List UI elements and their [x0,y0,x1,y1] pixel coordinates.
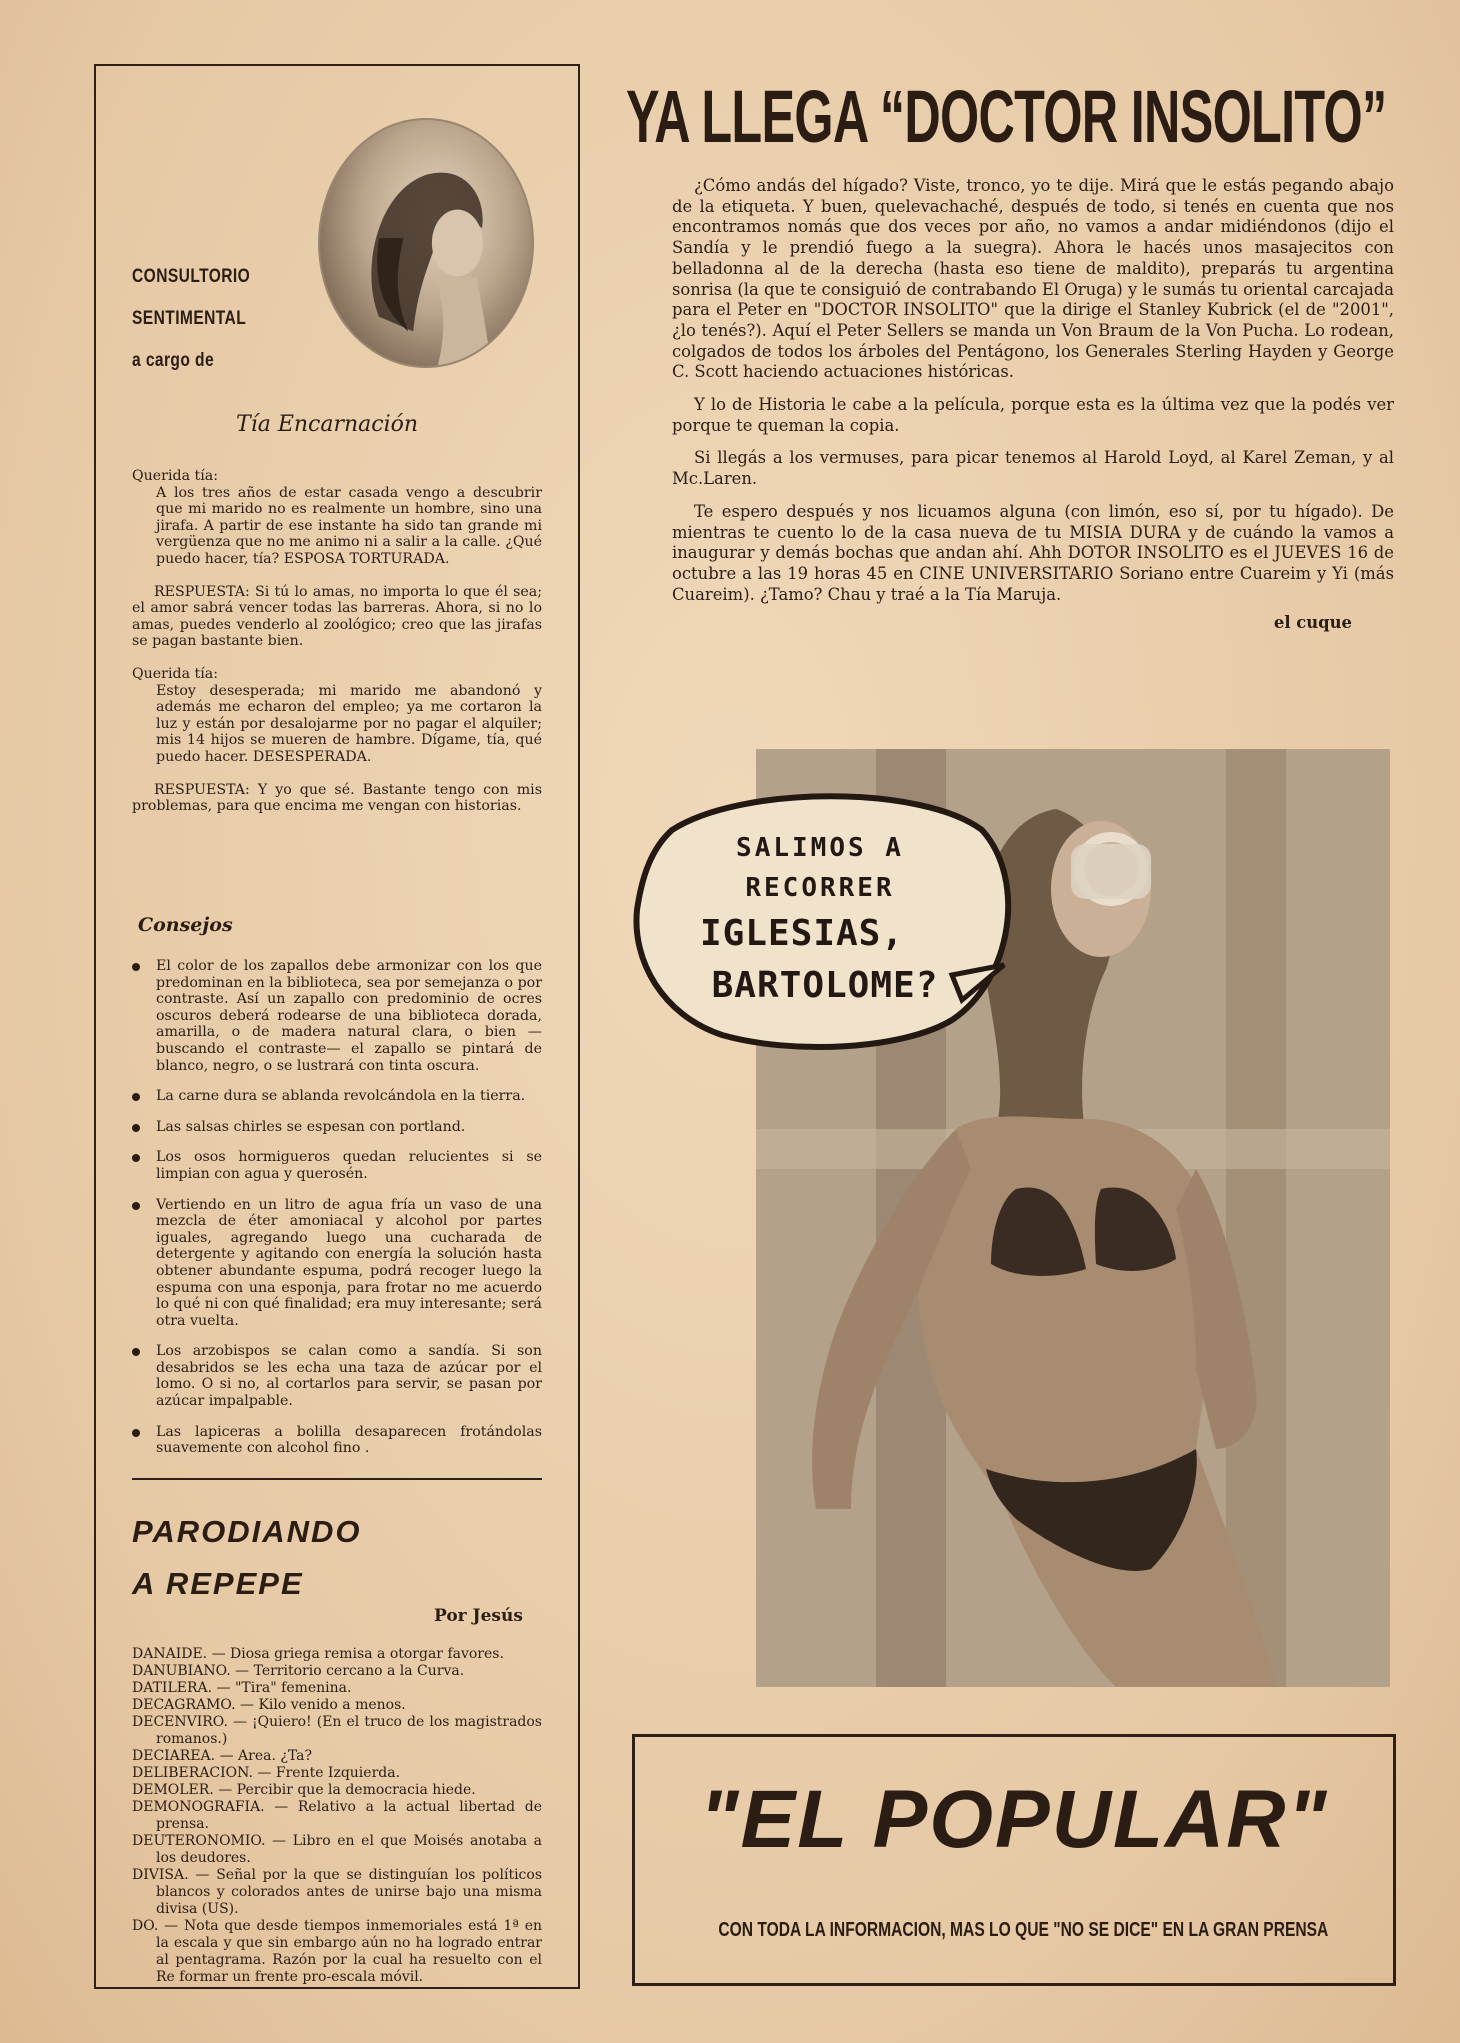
dictionary-entry: DECAGRAMO. — Kilo venido a menos. [132,1697,406,1713]
ad-title: "EL POPULAR" [699,1774,1329,1865]
parodiando-title-line: A REPEPE [132,1566,304,1601]
consejo-item: Las lapiceras a bolilla desaparecen frotándolas suavemente con alcohol fino . [132,1424,542,1457]
consultorio-title [132,256,250,382]
dictionary-entry: DO. — Nota que desde tiempos inmemoriales está 1ª en la escala y que sin embargo aún no ha logrado entrar al pentagrama. Razón por la cual ha resuelto con el Re formar un frente pro-escala móvil. [132,1918,542,1985]
article-paragraph: Si llegás a los vermuses, para picar tenemos al Harold Loyd, al Karel Zeman, y al Mc.Laren. [672,448,1394,489]
consejo-item: Vertiendo en un litro de agua fría un vaso de una mezcla de éter amoniacal y alcohol por partes iguales, agregando luego una cucharada de detergente y agitando con energía la solución hasta obtener abundante espuma, podrá recoger luego la espuma con una esponja, para frotar no me acuerdo lo qué ni con qué finalidad; era muy interesante; será otra vuelta. [132,1197,542,1330]
article-paragraph: ¿Cómo andás del hígado? Viste, tronco, yo te dije. Mirá que le estás pegando abajo de la etiqueta. Y buen, quelevachaché, después de todo, si tenés en cuenta que nos encontramos nomás que dos veces por año, no vamos a andar midiéndonos (dijo el Sandía y le prendió fuego a la suegra). Ahora le hacés unos masajecitos con belladonna al de la derecha (hasta eso tiene de maldito), preparás tu argentina sonrisa (la que te consiguió de contrabando El Oruga) y le sumás tu oriental carcajada para el Peter en "DOCTOR INSOLITO" que la dirige el Stanley Kubrick (el de "2001", ¿lo tenés?). Aquí el Peter Sellers se manda un Von Braum de la Von Pucha. Lo rodean, colgados de todos los árboles del Pentágono, los Generales Sterling Hayden y George C. Scott haciendo actuaciones históricas. [672,176,1394,382]
dictionary-entry: DECIAREA. — Area. ¿Ta? [132,1748,312,1764]
answer-text: RESPUESTA: Y yo que sé. Bastante tengo con mis problemas, para que encima me vengan con historias. [132,781,542,815]
consejo-item: El color de los zapallos debe armonizar con los que predominan en la biblioteca, sea por semejanza o por contraste. Así un zapallo con predominio de ocres oscuros deberá rodearse de una biblioteca dorada, amarilla, o de madera natural clara, o bien —buscando el contraste— el zapallo se pintará de blanco, negro, o se lustrará con tinta oscura. [132,958,542,1074]
el-popular-ad [632,1734,1396,1986]
consejo-item: La carne dura se ablanda revolcándola en la tierra. [132,1088,542,1105]
consejo-item: Los osos hormigueros quedan relucientes si se limpian con agua y querosén. [132,1149,542,1182]
consejo-item: Los arzobispos se calan como a sandía. Si son desabridos se les echa una taza de azúcar por el lomo. O si no, al cortarlos para servir, se pasan por azúcar impalpable. [132,1343,542,1409]
parodiando-title [132,1506,362,1610]
balloon-line: BARTOLOME? [711,965,939,1006]
speech-balloon-text [660,828,980,1012]
parody-dictionary [132,1646,542,1986]
balloon-line: SALIMOS A [736,833,904,863]
consultorio-title-line: SENTIMENTAL [132,308,247,329]
left-column-box [94,64,580,1989]
consultorio-title-line: a cargo de [132,350,215,371]
portrait-image [318,118,534,368]
letter-body: A los tres años de estar casada vengo a descubrir que mi marido no es realmente un hombre, sino una jirafa. A partir de ese instante ha sido tan grande mi vergüenza que no me animo ni a salir a la calle. ¿Qué puedo hacer, tía? ESPOSA TORTURADA. [156,484,542,567]
article-headline: YA LLEGA “DOCTOR INSOLITO” [626,75,1387,158]
letter-salutation: Querida tía: [132,468,219,484]
letter-body: Estoy desesperada; mi marido me abandonó y además me echaron del empleo; ya me cortaron la luz y están por desalojarme por no pagar el alquiler; mis 14 hijos se mueren de hambre. Dígame, tía, qué puedo hacer. DESESPERADA. [156,682,542,765]
consejos-title: Consejos [138,914,233,936]
letter-salutation: Querida tía: [132,665,219,682]
article-body [672,176,1394,646]
section-divider [132,1478,542,1480]
parodiando-title-line: PARODIANDO [132,1514,362,1549]
dictionary-entry: DATILERA. — "Tira" femenina. [132,1680,352,1696]
article-paragraph: Y lo de Historia le cabe a la película, porque esta es la última vez que la podés ver porque te queman la copia. [672,395,1394,435]
balloon-line: IGLESIAS, [699,913,905,954]
dictionary-entry: DANUBIANO. — Territorio cercano a la Curva. [132,1663,465,1679]
portrait-illustration [320,120,532,366]
article-signature: el cuque [1273,613,1352,633]
consultorio-title-line: CONSULTORIO [132,266,251,287]
dictionary-entry: DANAIDE. — Diosa griega remisa a otorgar favores. [132,1646,504,1662]
consejos-list [132,958,542,1471]
letters-section [132,468,542,831]
consejo-item: Las salsas chirles se espesan con portland. [132,1119,542,1136]
dictionary-entry: DEMOLER. — Percibir que la democracia hiede. [132,1782,476,1798]
parodiando-byline: Por Jesús [434,1606,523,1626]
dictionary-entry: DIVISA. — Señal por la que se distinguían los políticos blancos y colorados antes de unirse bajo una misma divisa (US). [132,1867,542,1917]
dictionary-entry: DELIBERACION. — Frente Izquierda. [132,1765,401,1781]
columnist-signature: Tía Encarnación [236,412,419,437]
balloon-line: RECORRER [745,873,895,903]
answer-text: RESPUESTA: Si tú lo amas, no importa lo que él sea; el amor sabrá vencer todas las barreras. Ahora, si no lo amas, puedes venderlo al zoológico; creo que las jirafas se pagan bastante bien. [132,583,542,650]
dictionary-entry: DEUTERONOMIO. — Libro en el que Moisés anotaba a los deudores. [132,1833,542,1866]
dictionary-entry: DECENVIRO. — ¡Quiero! (En el truco de los magistrados romanos.) [132,1714,542,1747]
article-paragraph: Te espero después y nos licuamos alguna (con limón, eso sí, por tu hígado). De mientras te cuento lo de la casa nueva de tu MISIA DURA y de cuándo la vamos a inaugurar y demás bochas que andan ahí. Ahh DOTOR INSOLITO es el JUEVES 16 de octubre a las 19 horas 45 en CINE UNIVERSITARIO Soriano entre Cuareim y Yi (más Cuareim). ¿Tamo? Chau y traé a la Tía Maruja. [672,501,1394,604]
ad-subtitle: CON TODA LA INFORMACION, MAS LO QUE "NO SE DICE" EN LA GRAN PRENSA [718,1919,1329,1941]
dictionary-entry: DEMONOGRAFIA. — Relativo a la actual libertad de prensa. [132,1799,542,1832]
